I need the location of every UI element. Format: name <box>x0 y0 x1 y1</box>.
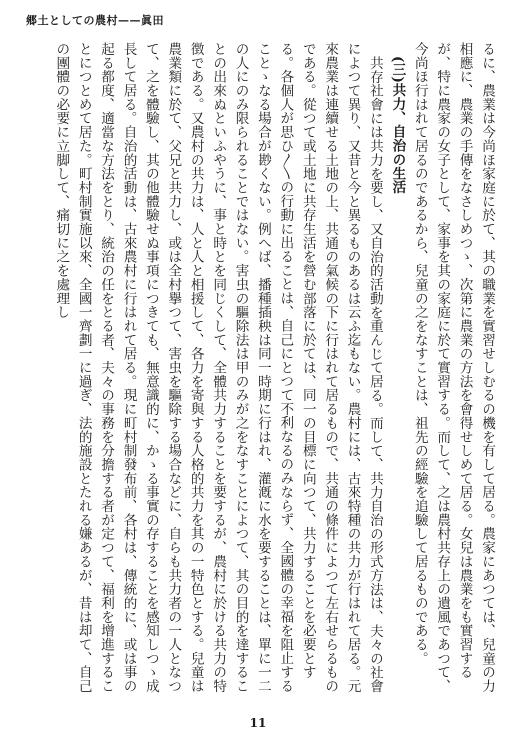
paragraph-cooperation: 共存社會には共力を要し、又自治的活動を重んじて居る。而して、共力自治の形式方法は、夫々の社會によつて異り、又昔と今と異るものあるは云ふ迄もない。農村には、古來特種の共力が行はれて居る。元來農業は連續せる土地の上、共通の氣候の下に行はれて居るもので、共通の條件によつて左右せらるものである。從つて或土地に共存生活を營む部落に於ては、同一の目標に向つて、共力することを必要とする。各個人が思ひ〳〵の行動に出ることは、自己にとつて不利なるのみならず、全國體の幸福を阻止することゝなる場合が尠くない。例へば、播種插秧は同一時期に行はれ、灌漑に水を要することは、單に一二の人にのみ限られることではない。害虫の驅除法は甲のみが之をなすことによつて、其の目的を達することの出來ぬといふやうに、事と時とを同じくして、全體共力することを要するが、農村に於ける共力の特徴である。又農村の共力は、人と人と相援して、各力を寄與する人格的共力を其の一特色とする。兒童は農業類に於て、父兄と共力し、或は全村擧つて、害虫を驅除する場合などに、自らも共力者の一人となつて、之を體驗し、其の他體驗せぬ事項につきても、無意識的に、かゝる事實の存することを感知しつゝ成長して居る。自治的活動は、古來農村に行はれて居る。現に町村制發布前、各村は、傳統的に、或は事の起る都度、適當な方法をとり、統治の任をとる者、夫々の事務を分擔する者が定つて、福利を增進することにつとめて居た。町村制實施以來、全國一齊劃一に過ぎ、法的施設とたれる嫌あるが、昔は却て、自己の團體の必要に立脚して、痛切に之を處理し <box>53 42 383 693</box>
paragraph-continued: るに、農業は今尚ほ家庭に於て、其の職業を實習せしむるの機を有して居る。農家にあつては、兒童の力相應に、農業の手傳をなさしめつゝ、次第に農業の方法を會得せしめて居る。女兒は農業をも實習するが、特に農家の女子として、家事を其の家庭に於て實習する。而して、之は農村共存上の遺風であつて、今尚ほ行はれて居るのであるから、兒童の之をなすことは、祖先の經驗を追驗して居るものである。 <box>411 42 495 693</box>
section-heading: (三)共力、自治の生活 <box>389 55 406 194</box>
page-number: 11 <box>249 716 267 730</box>
vertical-body-text <box>22 42 498 702</box>
running-title: 郷土としての農村——眞田 <box>26 14 164 27</box>
